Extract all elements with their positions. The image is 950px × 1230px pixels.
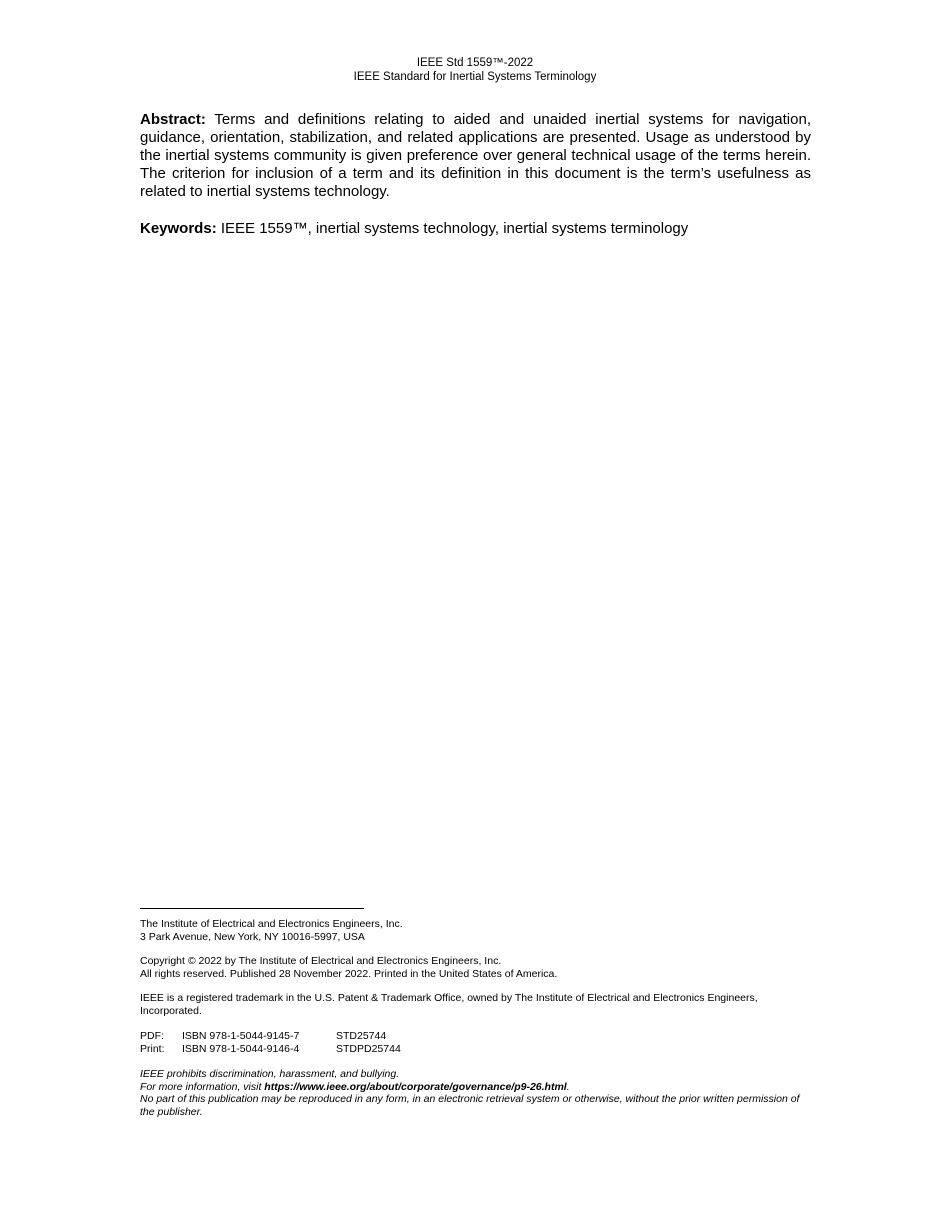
isbn-format: Print: — [140, 1042, 165, 1055]
policy-statement: IEEE prohibits discrimination, harassment, and bullying. — [140, 1068, 400, 1080]
running-header — [0, 56, 950, 84]
keywords-paragraph — [140, 220, 811, 238]
footnote-divider — [140, 908, 364, 909]
policy-info — [140, 1081, 812, 1094]
abstract-paragraph — [140, 111, 811, 201]
policy-block — [140, 1068, 812, 1118]
copyright-block — [140, 955, 812, 980]
policy-info-suffix: . — [566, 1080, 570, 1093]
keywords-text: IEEE 1559™, inertial systems technology, inertial systems terminology — [216, 220, 689, 237]
isbn-number: ISBN 978-1-5044-9145-7 — [182, 1030, 300, 1042]
abstract-label: Abstract: — [140, 111, 206, 128]
abstract-text: Terms and definitions relating to aided and unaided inertial systems for navigation, guidance, orientation, stabilization, and related applications are presented. Usage as understood by the inertial systems community is given preference over general technical usage of the terms herein. The criterion for inclusion of a term and its definition in this document is the term’s usefulness as related to inertial systems technology. — [140, 111, 811, 200]
publisher-name: The Institute of Electrical and Electronics Engineers, Inc. — [140, 918, 403, 930]
rights-line: All rights reserved. Published 28 November 2022. Printed in the United States of America. — [140, 967, 558, 980]
publisher-block — [140, 918, 812, 943]
isbn-number: ISBN 978-1-5044-9146-4 — [182, 1042, 300, 1055]
isbn-code: STDPD25744 — [336, 1042, 401, 1055]
publisher-address: 3 Park Avenue, New York, NY 10016-5997, USA — [140, 930, 365, 943]
trademark-notice: IEEE is a registered trademark in the U.S. Patent & Trademark Office, owned by The Institute of Electrical and Electronics Engineers, Incorporated. — [140, 992, 758, 1017]
policy-info-prefix: For more information, visit — [140, 1080, 265, 1093]
isbn-row-print — [140, 1043, 812, 1056]
isbn-code: STD25744 — [336, 1030, 387, 1042]
copyright-line: Copyright © 2022 by The Institute of Electrical and Electronics Engineers, Inc. — [140, 955, 502, 967]
isbn-format: PDF: — [140, 1030, 164, 1042]
policy-link[interactable]: https://www.ieee.org/about/corporate/governance/p9-26.html — [264, 1080, 567, 1093]
reproduction-notice: No part of this publication may be reproduced in any form, in an electronic retrieval system or otherwise, without the prior written permission of the publisher. — [140, 1093, 800, 1118]
isbn-block — [140, 1030, 812, 1055]
keywords-label: Keywords: — [140, 220, 217, 237]
standard-number: IEEE Std 1559™-2022 — [416, 57, 534, 69]
standard-title: IEEE Standard for Inertial Systems Terminology — [353, 71, 597, 83]
isbn-row-pdf — [140, 1030, 812, 1043]
